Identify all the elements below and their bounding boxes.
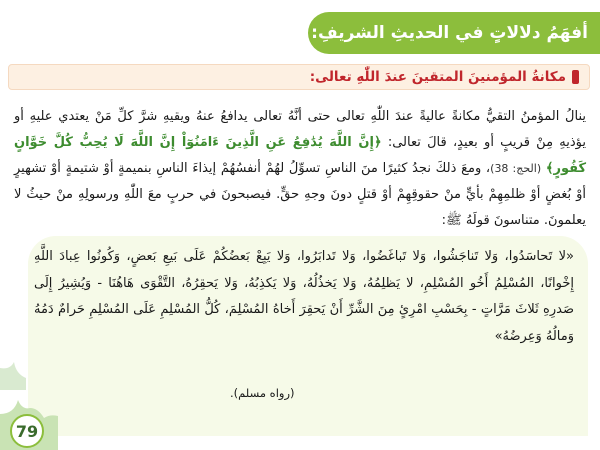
corner-ornament-icon: [0, 360, 26, 390]
heading-marker-icon: [572, 70, 579, 84]
banner-title: أفهَمُ دلالاتٍ في الحديثِ الشريفِ:: [311, 23, 588, 43]
section-banner: [308, 12, 600, 54]
page-number: 79: [15, 422, 39, 441]
body-paragraph: [14, 104, 586, 234]
hadith-source: (رواه مسلم).: [230, 386, 295, 400]
subsection-header: [8, 64, 590, 90]
hadith-text: «لا تَحاسَدُوا، وَلا تَناجَشُوا، وَلا تَباغَضُوا، وَلا تَدابَرُوا، وَلا يَبِعْ بَعضُكُمْ عَلَى بَيعِ بَعضٍ، وَكُونُوا عِبادَ اللَّهِ إِخْوانًا، المُسْلِمُ أَخُو المُسْلِمِ، لا يَظلِمُهُ، وَلا يَخذُلُهُ، وَلا يَكذِبُهُ، وَلا يَحقِرُهُ، التَّقْوَى هَاهُنَا - وَيُشِيرُ إِلَى صَدرِهِ ثَلاثَ مَرَّاتٍ - بِحَسْبِ امْرِئٍ مِنَ الشَّرِّ أَنْ يَحقِرَ أَخاهُ المُسْلِمَ، كُلُّ المُسْلِمِ عَلَى المُسْلِمِ حَرامٌ دَمُهُ وَمالُهُ وَعِرضُهُ»: [34, 249, 574, 344]
verse-reference: (الحج: 38): [490, 162, 542, 175]
paragraph-part-1: ينالُ المؤمنُ التقيُّ مكانةً عاليةً عندَ اللّٰهِ تعالى حتى أنَّهُ تعالى يدافعُ عنهُ ويقيهِ شرَّ كلِّ مَنْ يعتدي عليهِ أو يؤذيهِ مِنْ قريبٍ أو بعيدٍ، قالَ تعالى:: [14, 109, 586, 150]
quran-verse: ﴿إِنَّ اللَّهَ يُدَٰفِعُ عَنِ الَّذِينَ ءَامَنُوٓاْ إِنَّ اللَّهَ لَا يُحِبُّ كُلَّ خَوَّانٍ كَفُورٍ﴾: [14, 135, 587, 176]
subsection-heading: مكانةُ المؤمنينَ المتقينَ عندَ اللّٰهِ تعالى:: [309, 69, 566, 85]
paragraph-part-2: ، ومعَ ذلكَ نجدُ كثيرًا منَ الناسِ تسوِّلُ لهُمْ أنفسُهُمْ إيذاءَ الناسِ بنميمةٍ أوْ شتيمةٍ أوْ تشهيرٍ أوْ بُغضٍ أوْ ظلمِهِمْ بأيٍّ منْ حقوقِهِمْ أوْ قتلٍ دونَ وجهِ حقٍّ. فيصبحونَ في حربٍ معَ اللّٰهِ ورسولِهِ منْ حيثُ لا يعلمونَ. متناسونَ قولَهُ ﷺ:: [14, 161, 586, 228]
